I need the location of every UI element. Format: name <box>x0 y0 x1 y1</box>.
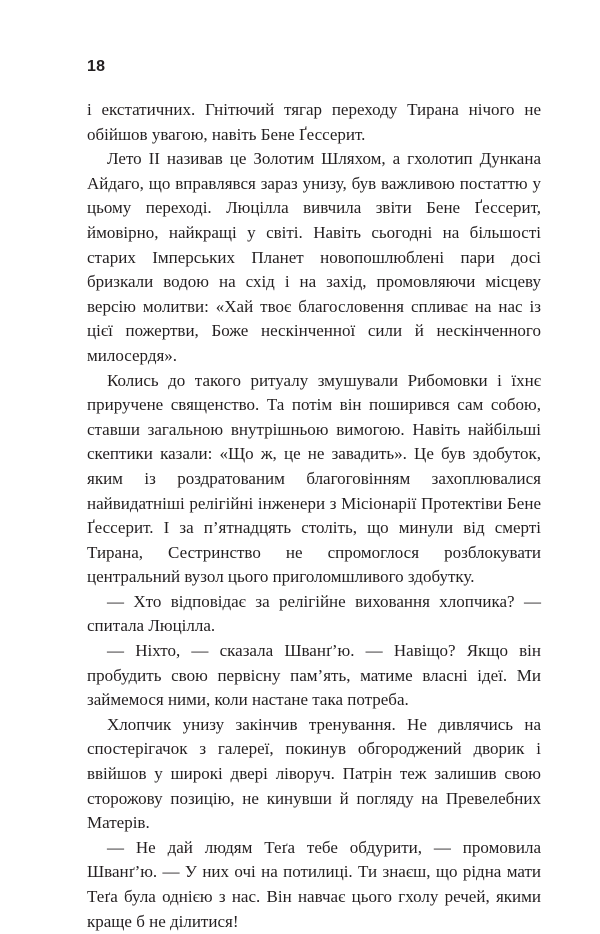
paragraph: Колись до такого ритуалу змушували Рибомовки і їхнє приручене священство. Та потім він поширився сам собою, ставши загальною внутрішньою вимогою. Навіть найбільші скептики казали: «Що ж, це не завадить». Це був здобуток, яким із роздратованим благоговінням захоплювалися найвидатніші релігійні інженери з Місіонарії Протектіви Бене Ґессерит. І за п’ятнадцять століть, що минули від смерті Тирана, Сестринство не спромоглося розблокувати центральний вузол цього приголомшливого здобутку. <box>87 370 541 587</box>
body-text <box>87 98 541 934</box>
paragraph: Лето II називав це Золотим Шляхом, а гхолотип Дункана Айдаго, що вправлявся зараз унизу, був важливою постаттю у цьому переході. Люцілла вивчила звіти Бене Ґессерит, ймовірно, найкращі у світі. Навіть сьогодні на більшості старих Імперських Планет новопошлюблені пари досі бризкали водою на схід і на захід, промовляючи місцеву версію молитви: «Хай твоє благословення спливає на нас із цієї пожертви, Боже нескінченної сили й нескінченного милосердя». <box>87 149 541 365</box>
paragraph: Хлопчик унизу закінчив тренування. Не дивлячись на спостерігачок з галереї, покинув обгороджений дворик і ввійшов у широкі двері ліворуч. Патрін теж залишив свою сторожову позицію, не кинувши й погляду на Превелебних Матерів. <box>87 714 541 833</box>
paragraph: і екстатичних. Гнітючий тягар переходу Тирана нічого не обійшов увагою, навіть Бене Ґессерит. <box>87 100 541 144</box>
page-number: 18 <box>87 58 106 75</box>
dialogue-paragraph: — Ніхто, — сказала Шванґ’ю. — Навіщо? Якщо він пробудить свою первісну пам’ять, матиме власні ідеї. Ми займемося ними, коли настане така потреба. <box>87 641 541 710</box>
dialogue-paragraph: — Хто відповідає за релігійне виховання хлопчика? — спитала Люцілла. <box>87 591 541 636</box>
dialogue-paragraph: — Не дай людям Теґа тебе обдурити, — промовила Шванґ’ю. — У них очі на потилиці. Ти знаєш, що рідна мати Теґа була однією з нас. Він навчає цього гхолу речей, якими краще б не ділитися! <box>87 837 541 931</box>
